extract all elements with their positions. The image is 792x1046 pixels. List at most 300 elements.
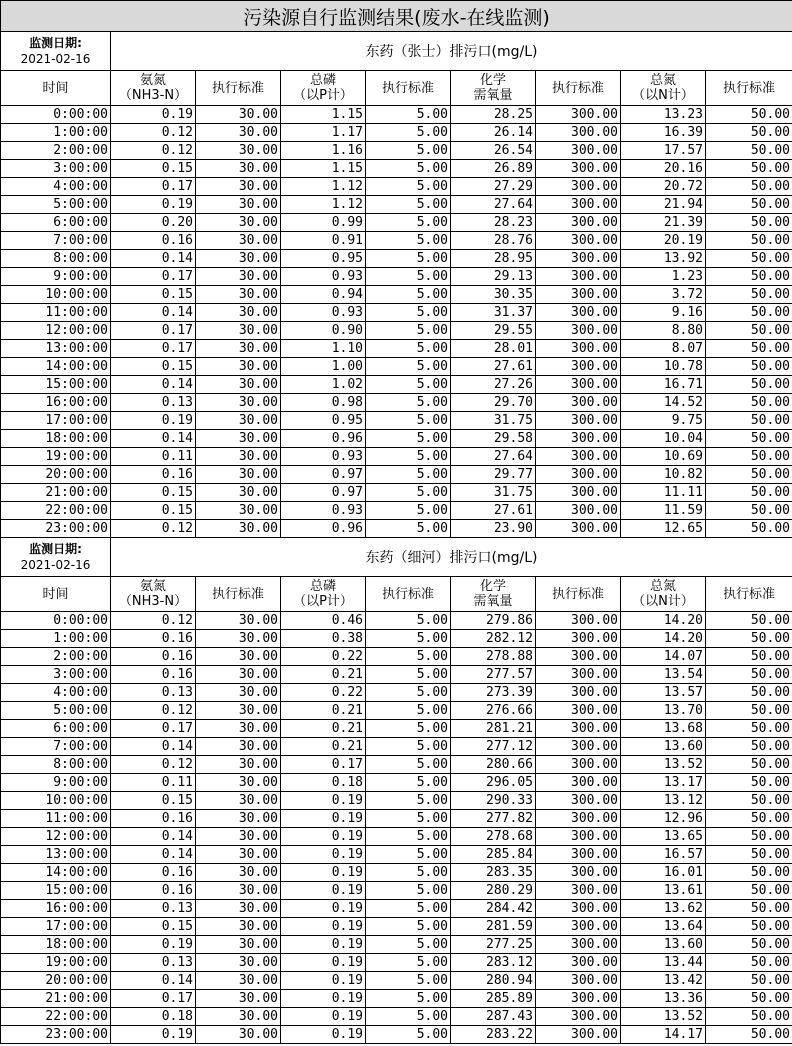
- value-cell: 0.16: [111, 864, 196, 882]
- time-cell: 18:00:00: [1, 430, 111, 448]
- column-header-text: 执行标准: [722, 586, 775, 602]
- value-cell: 0.95: [281, 250, 366, 268]
- value-cell: 13.62: [621, 900, 706, 918]
- value-cell: 29.58: [451, 430, 536, 448]
- value-cell: 17.57: [621, 142, 706, 160]
- value-cell: 50.00: [706, 322, 792, 340]
- table-row: [1, 430, 792, 448]
- value-cell: 30.00: [196, 774, 281, 792]
- value-cell: 0.19: [281, 900, 366, 918]
- value-cell: 280.29: [451, 882, 536, 900]
- value-cell: 300.00: [536, 684, 621, 702]
- value-cell: 20.72: [621, 178, 706, 196]
- value-cell: 5.00: [366, 322, 451, 340]
- value-cell: 13.57: [621, 684, 706, 702]
- time-cell: 13:00:00: [1, 846, 111, 864]
- value-cell: 5.00: [366, 412, 451, 430]
- time-cell: 6:00:00: [1, 214, 111, 232]
- value-cell: 30.00: [196, 990, 281, 1008]
- value-cell: 20.19: [621, 232, 706, 250]
- value-cell: 30.00: [196, 286, 281, 304]
- value-cell: 300.00: [536, 412, 621, 430]
- value-cell: 300.00: [536, 1026, 621, 1044]
- value-cell: 0.19: [281, 846, 366, 864]
- value-cell: 30.00: [196, 268, 281, 286]
- table-row: [1, 286, 792, 304]
- table-row: [1, 268, 792, 286]
- time-cell: 3:00:00: [1, 160, 111, 178]
- value-cell: 285.89: [451, 990, 536, 1008]
- value-cell: 5.00: [366, 394, 451, 412]
- value-cell: 0.96: [281, 430, 366, 448]
- time-cell: 14:00:00: [1, 864, 111, 882]
- value-cell: 0.46: [281, 612, 366, 630]
- value-cell: 5.00: [366, 846, 451, 864]
- time-cell: 12:00:00: [1, 828, 111, 846]
- table-row: [1, 484, 792, 502]
- value-cell: 30.00: [196, 702, 281, 720]
- column-header-text: 执行标准: [551, 586, 604, 602]
- time-cell: 18:00:00: [1, 936, 111, 954]
- value-cell: 0.21: [281, 738, 366, 756]
- column-header-text: 氨氮: [139, 73, 166, 88]
- value-cell: 300.00: [536, 630, 621, 648]
- column-header: [706, 577, 792, 612]
- value-cell: 0.94: [281, 286, 366, 304]
- value-cell: 5.00: [366, 1026, 451, 1044]
- value-cell: 5.00: [366, 612, 451, 630]
- value-cell: 300.00: [536, 394, 621, 412]
- value-cell: 300.00: [536, 774, 621, 792]
- column-header: [706, 71, 792, 106]
- table-row: [1, 630, 792, 648]
- table-row: [1, 972, 792, 990]
- value-cell: 30.00: [196, 666, 281, 684]
- table-row: [1, 448, 792, 466]
- table-row: [1, 520, 792, 538]
- column-header-row: [1, 577, 792, 612]
- value-cell: 5.00: [366, 990, 451, 1008]
- value-cell: 30.35: [451, 286, 536, 304]
- value-cell: 30.00: [196, 918, 281, 936]
- table-row: [1, 648, 792, 666]
- column-header-text: 总磷: [309, 579, 336, 594]
- value-cell: 0.13: [111, 900, 196, 918]
- value-cell: 5.00: [366, 448, 451, 466]
- value-cell: 50.00: [706, 774, 792, 792]
- value-cell: 278.68: [451, 828, 536, 846]
- value-cell: 21.94: [621, 196, 706, 214]
- value-cell: 30.00: [196, 846, 281, 864]
- time-cell: 8:00:00: [1, 756, 111, 774]
- table-row: [1, 900, 792, 918]
- value-cell: 300.00: [536, 720, 621, 738]
- value-cell: 0.14: [111, 828, 196, 846]
- time-cell: 5:00:00: [1, 702, 111, 720]
- value-cell: 300.00: [536, 448, 621, 466]
- value-cell: 300.00: [536, 792, 621, 810]
- value-cell: 50.00: [706, 900, 792, 918]
- value-cell: 13.52: [621, 756, 706, 774]
- value-cell: 5.00: [366, 630, 451, 648]
- value-cell: 0.19: [281, 864, 366, 882]
- value-cell: 300.00: [536, 358, 621, 376]
- value-cell: 13.12: [621, 792, 706, 810]
- value-cell: 0.19: [281, 792, 366, 810]
- value-cell: 31.75: [451, 412, 536, 430]
- value-cell: 273.39: [451, 684, 536, 702]
- value-cell: 0.19: [111, 1026, 196, 1044]
- value-cell: 5.00: [366, 250, 451, 268]
- time-cell: 17:00:00: [1, 918, 111, 936]
- time-cell: 0:00:00: [1, 612, 111, 630]
- value-cell: 50.00: [706, 484, 792, 502]
- column-header: [621, 71, 706, 106]
- value-cell: 30.00: [196, 214, 281, 232]
- monitoring-date-label: 监测日期:: [29, 542, 82, 556]
- value-cell: 1.02: [281, 376, 366, 394]
- value-cell: 50.00: [706, 124, 792, 142]
- value-cell: 5.00: [366, 340, 451, 358]
- value-cell: 16.71: [621, 376, 706, 394]
- value-cell: 300.00: [536, 232, 621, 250]
- time-cell: 11:00:00: [1, 304, 111, 322]
- value-cell: 14.20: [621, 612, 706, 630]
- value-cell: 50.00: [706, 268, 792, 286]
- table-row: [1, 954, 792, 972]
- value-cell: 13.70: [621, 702, 706, 720]
- value-cell: 50.00: [706, 466, 792, 484]
- value-cell: 0.93: [281, 304, 366, 322]
- value-cell: 50.00: [706, 376, 792, 394]
- value-cell: 50.00: [706, 684, 792, 702]
- value-cell: 5.00: [366, 972, 451, 990]
- value-cell: 300.00: [536, 304, 621, 322]
- value-cell: 0.22: [281, 684, 366, 702]
- value-cell: 5.00: [366, 142, 451, 160]
- value-cell: 5.00: [366, 936, 451, 954]
- value-cell: 5.00: [366, 520, 451, 538]
- value-cell: 1.17: [281, 124, 366, 142]
- value-cell: 13.54: [621, 666, 706, 684]
- value-cell: 50.00: [706, 106, 792, 124]
- column-header-text: 总氮: [649, 73, 676, 88]
- value-cell: 0.15: [111, 792, 196, 810]
- column-header: [111, 577, 196, 612]
- value-cell: 5.00: [366, 774, 451, 792]
- table-row: [1, 214, 792, 232]
- column-header: [196, 577, 281, 612]
- value-cell: 50.00: [706, 196, 792, 214]
- table-row: [1, 250, 792, 268]
- value-cell: 296.05: [451, 774, 536, 792]
- value-cell: 0.14: [111, 430, 196, 448]
- column-header-text: 化学: [479, 579, 506, 594]
- value-cell: 0.18: [111, 1008, 196, 1026]
- value-cell: 3.72: [621, 286, 706, 304]
- table-row: [1, 106, 792, 124]
- time-cell: 15:00:00: [1, 882, 111, 900]
- value-cell: 0.19: [281, 1008, 366, 1026]
- value-cell: 28.95: [451, 250, 536, 268]
- value-cell: 0.16: [111, 630, 196, 648]
- value-cell: 5.00: [366, 160, 451, 178]
- time-cell: 10:00:00: [1, 792, 111, 810]
- time-cell: 11:00:00: [1, 810, 111, 828]
- value-cell: 277.12: [451, 738, 536, 756]
- column-header-text: 执行标准: [211, 586, 264, 602]
- value-cell: 277.82: [451, 810, 536, 828]
- value-cell: 30.00: [196, 810, 281, 828]
- value-cell: 13.42: [621, 972, 706, 990]
- table-row: [1, 936, 792, 954]
- value-cell: 300.00: [536, 972, 621, 990]
- time-cell: 23:00:00: [1, 1026, 111, 1044]
- time-cell: 12:00:00: [1, 322, 111, 340]
- column-header: [451, 577, 536, 612]
- time-cell: 9:00:00: [1, 774, 111, 792]
- value-cell: 50.00: [706, 412, 792, 430]
- value-cell: 30.00: [196, 900, 281, 918]
- value-cell: 29.55: [451, 322, 536, 340]
- value-cell: 30.00: [196, 448, 281, 466]
- column-header-text: 执行标准: [722, 80, 775, 96]
- value-cell: 300.00: [536, 810, 621, 828]
- value-cell: 30.00: [196, 756, 281, 774]
- value-cell: 27.64: [451, 196, 536, 214]
- value-cell: 8.80: [621, 322, 706, 340]
- time-cell: 6:00:00: [1, 720, 111, 738]
- table-row: [1, 810, 792, 828]
- value-cell: 5.00: [366, 232, 451, 250]
- value-cell: 5.00: [366, 882, 451, 900]
- value-cell: 0.13: [111, 394, 196, 412]
- value-cell: 12.96: [621, 810, 706, 828]
- table-row: [1, 990, 792, 1008]
- table-row: [1, 322, 792, 340]
- column-header-text: （以N计）: [632, 88, 694, 103]
- value-cell: 0.12: [111, 702, 196, 720]
- value-cell: 0.17: [281, 756, 366, 774]
- value-cell: 300.00: [536, 160, 621, 178]
- value-cell: 5.00: [366, 124, 451, 142]
- column-header: [281, 71, 366, 106]
- column-header: [111, 71, 196, 106]
- value-cell: 300.00: [536, 106, 621, 124]
- time-cell: 17:00:00: [1, 412, 111, 430]
- time-cell: 21:00:00: [1, 990, 111, 1008]
- table-row: [1, 666, 792, 684]
- value-cell: 28.76: [451, 232, 536, 250]
- value-cell: 28.23: [451, 214, 536, 232]
- column-header-text: （以P计）: [293, 88, 353, 103]
- value-cell: 14.52: [621, 394, 706, 412]
- value-cell: 300.00: [536, 268, 621, 286]
- value-cell: 5.00: [366, 702, 451, 720]
- value-cell: 5.00: [366, 756, 451, 774]
- value-cell: 50.00: [706, 918, 792, 936]
- value-cell: 281.21: [451, 720, 536, 738]
- value-cell: 13.68: [621, 720, 706, 738]
- column-header: [1, 71, 111, 106]
- value-cell: 9.16: [621, 304, 706, 322]
- table-row: [1, 828, 792, 846]
- value-cell: 0.19: [111, 196, 196, 214]
- value-cell: 0.13: [111, 954, 196, 972]
- section-header-row: [1, 538, 792, 577]
- table-row: [1, 720, 792, 738]
- value-cell: 5.00: [366, 648, 451, 666]
- value-cell: 30.00: [196, 160, 281, 178]
- column-header-text: 总氮: [649, 579, 676, 594]
- value-cell: 0.16: [111, 232, 196, 250]
- value-cell: 8.07: [621, 340, 706, 358]
- value-cell: 27.61: [451, 358, 536, 376]
- value-cell: 30.00: [196, 412, 281, 430]
- column-header-text: 执行标准: [381, 80, 434, 96]
- monitoring-date-value: 2021-02-16: [20, 52, 91, 66]
- value-cell: 30.00: [196, 304, 281, 322]
- value-cell: 30.00: [196, 648, 281, 666]
- value-cell: 300.00: [536, 196, 621, 214]
- table-row: [1, 864, 792, 882]
- time-cell: 19:00:00: [1, 954, 111, 972]
- value-cell: 300.00: [536, 990, 621, 1008]
- value-cell: 5.00: [366, 738, 451, 756]
- value-cell: 5.00: [366, 286, 451, 304]
- value-cell: 50.00: [706, 340, 792, 358]
- value-cell: 300.00: [536, 900, 621, 918]
- column-header-text: （以P计）: [293, 594, 353, 609]
- value-cell: 0.21: [281, 720, 366, 738]
- outlet-name: 东药（细河）排污口(mg/L): [111, 538, 792, 577]
- value-cell: 0.15: [111, 484, 196, 502]
- value-cell: 0.12: [111, 124, 196, 142]
- value-cell: 1.12: [281, 178, 366, 196]
- value-cell: 5.00: [366, 304, 451, 322]
- value-cell: 0.91: [281, 232, 366, 250]
- time-cell: 20:00:00: [1, 972, 111, 990]
- value-cell: 0.19: [281, 1026, 366, 1044]
- value-cell: 5.00: [366, 684, 451, 702]
- value-cell: 13.52: [621, 1008, 706, 1026]
- value-cell: 31.75: [451, 484, 536, 502]
- table-row: [1, 394, 792, 412]
- value-cell: 5.00: [366, 106, 451, 124]
- value-cell: 300.00: [536, 738, 621, 756]
- value-cell: 27.61: [451, 502, 536, 520]
- value-cell: 30.00: [196, 612, 281, 630]
- value-cell: 50.00: [706, 1026, 792, 1044]
- table-row: [1, 918, 792, 936]
- table-row: [1, 1026, 792, 1044]
- value-cell: 50.00: [706, 810, 792, 828]
- value-cell: 0.90: [281, 322, 366, 340]
- value-cell: 300.00: [536, 864, 621, 882]
- section-header-row: [1, 32, 792, 71]
- value-cell: 277.25: [451, 936, 536, 954]
- value-cell: 0.19: [111, 106, 196, 124]
- value-cell: 13.61: [621, 882, 706, 900]
- value-cell: 30.00: [196, 684, 281, 702]
- value-cell: 50.00: [706, 430, 792, 448]
- value-cell: 0.13: [111, 684, 196, 702]
- value-cell: 29.77: [451, 466, 536, 484]
- value-cell: 300.00: [536, 502, 621, 520]
- value-cell: 50.00: [706, 972, 792, 990]
- value-cell: 280.66: [451, 756, 536, 774]
- value-cell: 0.93: [281, 448, 366, 466]
- value-cell: 50.00: [706, 304, 792, 322]
- value-cell: 0.16: [111, 466, 196, 484]
- value-cell: 50.00: [706, 990, 792, 1008]
- value-cell: 290.33: [451, 792, 536, 810]
- table-row: [1, 846, 792, 864]
- value-cell: 30.00: [196, 394, 281, 412]
- value-cell: 285.84: [451, 846, 536, 864]
- time-cell: 2:00:00: [1, 142, 111, 160]
- value-cell: 29.13: [451, 268, 536, 286]
- value-cell: 0.98: [281, 394, 366, 412]
- column-header-text: 化学: [479, 73, 506, 88]
- value-cell: 5.00: [366, 376, 451, 394]
- value-cell: 5.00: [366, 484, 451, 502]
- value-cell: 50.00: [706, 720, 792, 738]
- value-cell: 0.17: [111, 340, 196, 358]
- column-header: [366, 577, 451, 612]
- value-cell: 0.15: [111, 358, 196, 376]
- value-cell: 50.00: [706, 214, 792, 232]
- value-cell: 26.89: [451, 160, 536, 178]
- value-cell: 50.00: [706, 1008, 792, 1026]
- value-cell: 10.04: [621, 430, 706, 448]
- value-cell: 300.00: [536, 828, 621, 846]
- value-cell: 30.00: [196, 322, 281, 340]
- time-cell: 7:00:00: [1, 738, 111, 756]
- value-cell: 0.19: [281, 828, 366, 846]
- value-cell: 0.17: [111, 990, 196, 1008]
- value-cell: 5.00: [366, 466, 451, 484]
- value-cell: 30.00: [196, 232, 281, 250]
- value-cell: 5.00: [366, 268, 451, 286]
- time-cell: 5:00:00: [1, 196, 111, 214]
- value-cell: 0.15: [111, 502, 196, 520]
- table-row: [1, 466, 792, 484]
- table-row: [1, 358, 792, 376]
- value-cell: 0.14: [111, 972, 196, 990]
- value-cell: 278.88: [451, 648, 536, 666]
- value-cell: 0.95: [281, 412, 366, 430]
- value-cell: 13.60: [621, 738, 706, 756]
- value-cell: 11.59: [621, 502, 706, 520]
- value-cell: 0.38: [281, 630, 366, 648]
- value-cell: 50.00: [706, 648, 792, 666]
- value-cell: 14.17: [621, 1026, 706, 1044]
- table-row: [1, 738, 792, 756]
- value-cell: 30.00: [196, 376, 281, 394]
- value-cell: 50.00: [706, 142, 792, 160]
- value-cell: 0.17: [111, 268, 196, 286]
- value-cell: 1.16: [281, 142, 366, 160]
- value-cell: 5.00: [366, 720, 451, 738]
- value-cell: 30.00: [196, 864, 281, 882]
- value-cell: 30.00: [196, 466, 281, 484]
- value-cell: 281.59: [451, 918, 536, 936]
- value-cell: 0.14: [111, 846, 196, 864]
- table-row: [1, 196, 792, 214]
- value-cell: 28.25: [451, 106, 536, 124]
- value-cell: 1.00: [281, 358, 366, 376]
